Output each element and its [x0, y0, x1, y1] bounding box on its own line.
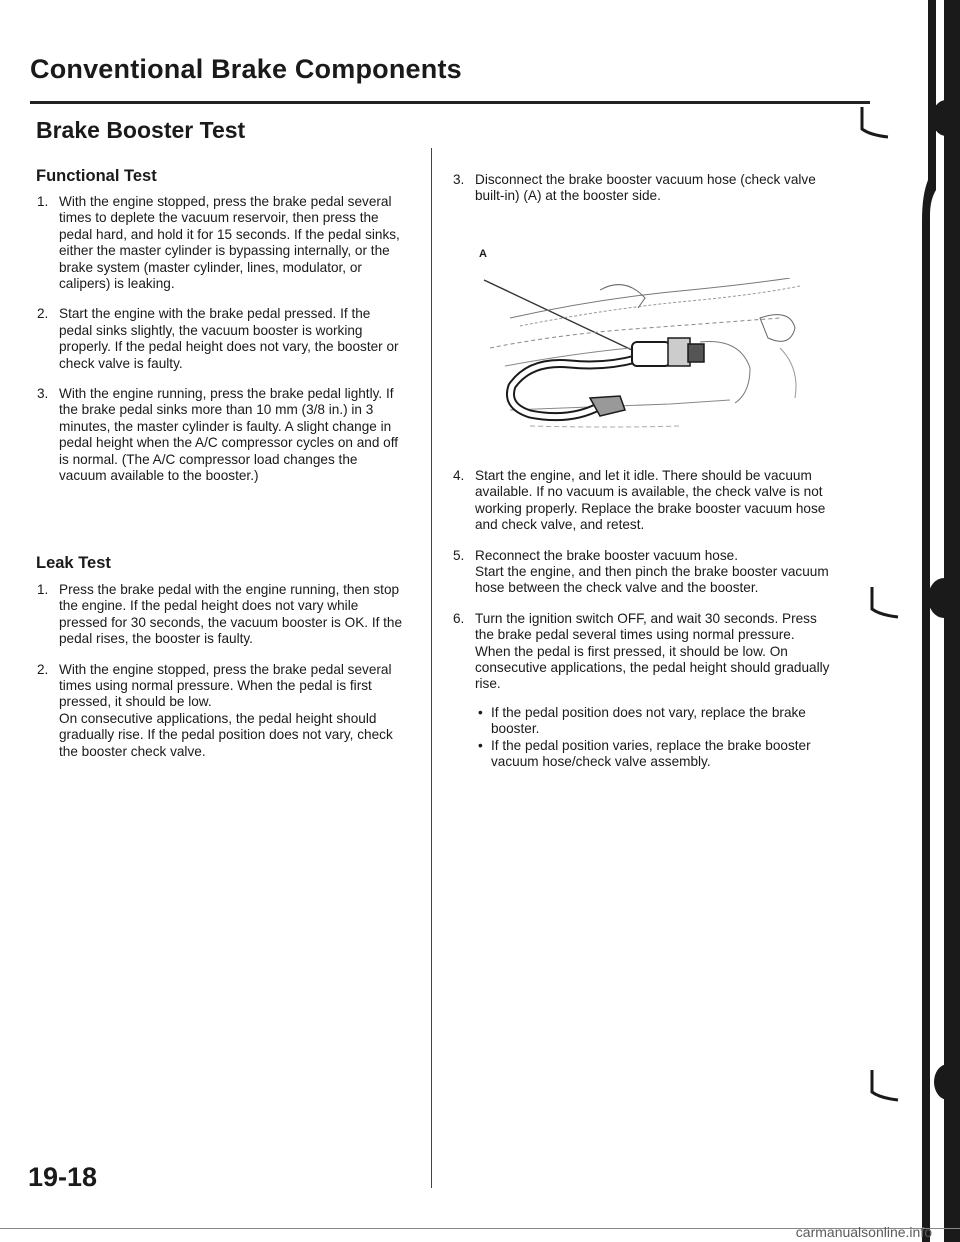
page-number: 19-18 — [28, 1162, 98, 1192]
figure-label-a: A — [479, 248, 487, 260]
bullet-item — [475, 738, 830, 771]
check-valve — [632, 342, 670, 366]
step-text: Press the brake pedal with the engine running, then stop the engine. If the pedal height does not vary while pressed for 30 seconds, the vacuum booster is OK. If the pedal rises, the booster is faulty. — [59, 582, 403, 647]
list-item — [450, 468, 830, 534]
bullet-item — [475, 705, 830, 738]
functional-test-steps — [34, 194, 404, 499]
step-number: 2. — [37, 661, 49, 677]
leak-test-heading: Leak Test — [36, 554, 111, 572]
bullet-dot-icon: • — [478, 704, 483, 720]
list-item — [34, 582, 404, 648]
bullet-text: If the pedal position varies, replace the brake booster vacuum hose/check valve assembly. — [491, 737, 811, 770]
step-number: 3. — [37, 386, 49, 402]
step-text-continued: On consecutive applications, the pedal height should gradually rise. If the pedal position does not vary, check the booster check valve. — [59, 710, 393, 759]
step-text: With the engine stopped, press the brake pedal several times to deplete the vacuum reservoir, then press the pedal hard, and hold it for 15 seconds. If the pedal sinks, either the master cylinder is bypassing internally, or the brake system (master cylinder, lines, modulator, or calipers) is leaking. — [59, 194, 400, 292]
step-number: 5. — [453, 547, 465, 563]
source-watermark: carmanualsonline.info — [795, 1224, 932, 1240]
list-item — [34, 194, 404, 292]
binding-edge-marks — [922, 0, 960, 1242]
functional-test-heading: Functional Test — [36, 167, 157, 185]
list-item — [450, 548, 830, 597]
booster-hose-steps-4-6 — [450, 468, 830, 785]
step-6-bullets — [475, 705, 830, 771]
step-text: Disconnect the brake booster vacuum hose (check valve built-in) (A) at the booster side. — [475, 172, 816, 204]
step-text: With the engine stopped, press the brake pedal several times using normal pressure. When the pedal is first pressed, it should be low. — [59, 661, 392, 710]
page-title: Conventional Brake Components — [30, 54, 462, 84]
leader-line — [484, 280, 632, 350]
bullet-text: If the pedal position does not vary, replace the brake booster. — [491, 704, 806, 737]
bullet-dot-icon: • — [478, 737, 483, 753]
leak-test-steps — [34, 582, 404, 774]
step-number: 3. — [453, 172, 465, 187]
brake-booster-hose-illustration — [450, 278, 840, 448]
page-edge-tick-icon — [870, 585, 900, 625]
step-text: Reconnect the brake booster vacuum hose. — [475, 547, 738, 563]
page-edge-tick-icon — [870, 1068, 900, 1108]
list-item — [34, 386, 404, 484]
step-number: 1. — [37, 194, 49, 209]
list-item — [450, 611, 830, 771]
list-item — [450, 172, 830, 205]
step-text: With the engine running, press the brake pedal lightly. If the brake pedal sinks more than 10 mm (3/8 in.) in 3 minutes, the master cylinder is faulty. A slight change in pedal height when the A/C compressor cycles on and off is normal. (The A/C compressor load changes the vacuum available to the booster.) — [59, 386, 399, 484]
step-text-continued: Start the engine, and then pinch the brake booster vacuum hose between the check valve and the booster. — [475, 564, 829, 596]
list-item — [34, 306, 404, 372]
step-number: 2. — [37, 306, 49, 322]
list-item — [34, 662, 404, 760]
section-title: Brake Booster Test — [36, 117, 246, 143]
step-text: Turn the ignition switch OFF, and wait 30 seconds. Press the brake pedal several times using normal pressure. — [475, 610, 817, 643]
step-number: 6. — [453, 610, 465, 626]
step-text: Start the engine with the brake pedal pressed. If the pedal sinks slightly, the vacuum booster is working properly. If the pedal height does not vary, the booster or check valve is faulty. — [59, 306, 399, 371]
step-text: Start the engine, and let it idle. There should be vacuum available. If no vacuum is available, the check valve is not working properly. Replace the brake booster vacuum hose and check valve, and retest. — [475, 468, 826, 533]
booster-hose-step-3 — [450, 172, 830, 219]
title-divider — [30, 101, 870, 104]
step-text-continued: When the pedal is first pressed, it should be low. On consecutive applications, the pedal height should gradually rise. — [475, 643, 830, 692]
step-number: 1. — [37, 582, 49, 597]
column-divider — [431, 148, 432, 1188]
page-edge-tick-icon — [860, 105, 890, 145]
step-number: 4. — [453, 468, 465, 483]
